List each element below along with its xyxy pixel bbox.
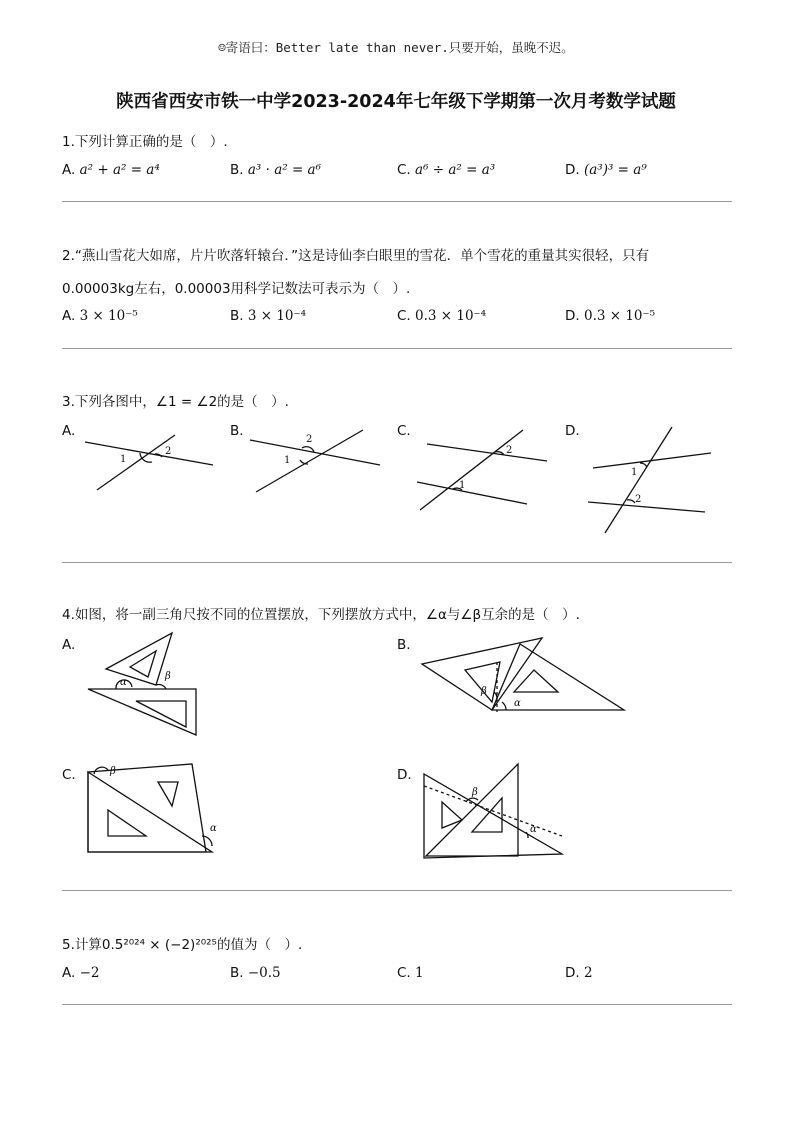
page-title: 陕西省西安市铁一中学2023-2024年七年级下学期第一次月考数学试题 [116,92,676,112]
q3-d-angle1-mark: 1 [631,467,638,478]
q2-option-c-text: 0.3 × 10⁻⁴ [415,308,487,324]
q5-option-b-label: B. [230,965,244,981]
q1-option-b[interactable] [230,162,321,178]
q5-option-d[interactable] [565,965,593,981]
q4-b-alpha-mark: α [514,698,521,709]
divider [62,201,732,202]
divider [62,562,732,563]
q3-b-angle2-mark: 2 [306,434,313,445]
q1-option-d-label: D. [565,162,580,178]
q1-stem: 1.下列计算正确的是（ ）. [62,134,228,150]
q4-figure-d[interactable] [422,762,567,860]
q3-b-angle1-mark: 1 [284,455,291,466]
q5-option-c-label: C. [397,965,411,981]
q1-option-d-text: (a³)³ = a⁹ [583,162,647,178]
q3-c-angle1-mark: 1 [459,480,466,491]
q4-a-beta-mark: β [165,671,171,682]
q3-option-c-label[interactable]: C. [397,423,411,439]
q2-option-a-text: 3 × 10⁻⁵ [79,308,138,324]
q1-option-b-label: B. [230,162,244,178]
q5-option-c[interactable] [397,965,424,981]
q1-option-a-label: A. [62,162,76,178]
q4-option-d-label[interactable]: D. [397,767,412,783]
q3-figure-d[interactable] [585,425,725,535]
q2-option-c-label: C. [397,308,411,324]
q2-option-d-label: D. [565,308,580,324]
q3-c-angle2-mark: 2 [506,445,513,456]
q2-option-d-text: 0.3 × 10⁻⁵ [583,308,656,324]
q2-option-b-text: 3 × 10⁻⁴ [247,308,307,324]
q3-option-a-label[interactable]: A. [62,423,76,439]
q4-b-beta-mark: β [481,686,487,697]
divider [62,1004,732,1005]
q3-a-angle1-mark: 1 [120,454,127,465]
q3-figure-c[interactable] [415,430,555,510]
q4-stem: 4.如图，将一副三角尺按不同的位置摆放，下列摆放方式中，∠α与∠β互余的是（ ）. [62,607,580,623]
q3-option-b-label[interactable]: B. [230,423,244,439]
q4-option-c-label[interactable]: C. [62,767,76,783]
q3-option-d-label[interactable]: D. [565,423,580,439]
q2-option-c[interactable] [397,308,486,324]
q4-figure-b[interactable] [420,632,630,717]
q4-option-a-label[interactable]: A. [62,637,76,653]
q3-figure-b[interactable] [248,430,388,500]
q1-option-a[interactable] [62,162,160,178]
q5-option-b[interactable] [230,965,281,981]
q1-option-c[interactable] [397,162,495,178]
q1-option-a-text: a² + a² = a⁴ [79,162,160,178]
q4-d-beta-mark: β [472,787,478,798]
q4-d-alpha-mark: α [530,824,537,835]
q2-option-a-label: A. [62,308,76,324]
q5-option-d-text: 2 [583,965,593,981]
q2-stem-line1: 2.“燕山雪花大如席，片片吹落轩辕台．”这是诗仙李白眼里的雪花．单个雪花的重量其实很轻，只有 [62,248,650,264]
q5-option-a[interactable] [62,965,100,981]
q2-option-a[interactable] [62,308,138,324]
q4-figure-c[interactable] [86,760,221,855]
q2-option-b-label: B. [230,308,244,324]
q2-option-b[interactable] [230,308,306,324]
q1-option-c-label: C. [397,162,411,178]
q4-c-beta-mark: β [110,766,116,777]
divider [62,890,732,891]
q5-option-c-text: 1 [415,965,424,981]
q3-stem: 3.下列各图中，∠1 = ∠2的是（ ）. [62,394,289,410]
q2-stem-line2: 0.00003kg左右，0.00003用科学记数法可表示为（ ）. [62,281,411,297]
q5-option-a-text: −2 [79,965,100,981]
q4-c-alpha-mark: α [210,823,217,834]
q5-option-d-label: D. [565,965,580,981]
q5-option-a-label: A. [62,965,76,981]
motto: ☺寄语曰：Better late than never.只要开始，虽晚不迟。 [218,40,574,55]
q1-option-d[interactable] [565,162,647,178]
q1-option-c-text: a⁶ ÷ a² = a³ [415,162,496,178]
q4-option-b-label[interactable]: B. [397,637,411,653]
q2-option-d[interactable] [565,308,655,324]
q1-option-b-text: a³ · a² = a⁶ [247,162,322,178]
q3-figure-a[interactable] [80,430,220,500]
q3-a-angle2-mark: 2 [165,446,172,457]
q5-stem: 5.计算0.5²⁰²⁴ × (−2)²⁰²⁵的值为（ ）. [62,937,303,953]
q4-a-alpha-mark: α [120,677,127,688]
q3-d-angle2-mark: 2 [635,494,642,505]
q4-figure-a[interactable] [86,633,206,743]
divider [62,348,732,349]
q5-option-b-text: −0.5 [247,965,281,981]
